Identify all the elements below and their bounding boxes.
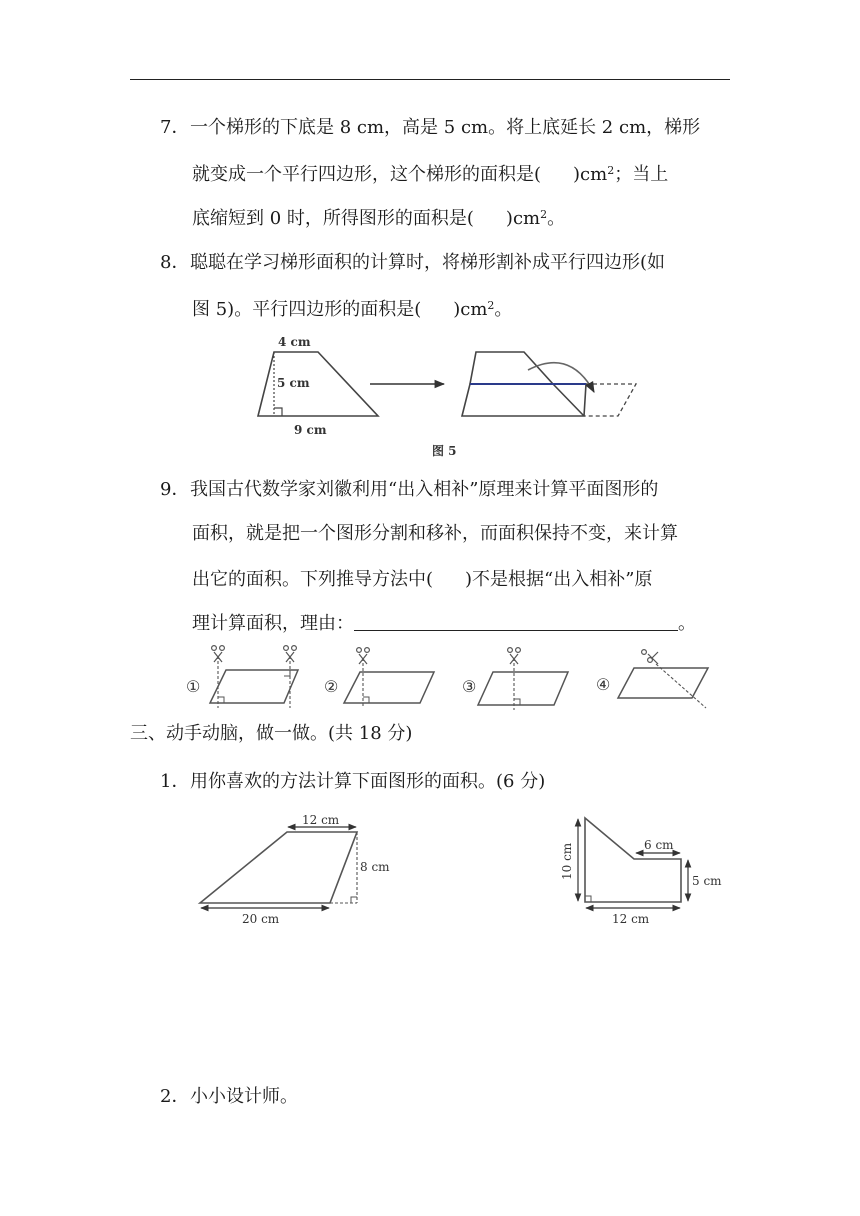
- s3-b-bottom-label: 12 cm: [612, 912, 650, 926]
- s3-b-left-label: 10 cm: [560, 842, 574, 880]
- s3-a-bottom-label: 20 cm: [242, 912, 280, 926]
- section-3-heading: 三、动手动脑，做一做。(共 18 分): [130, 723, 413, 744]
- s3-figure-b-composite: [585, 818, 681, 902]
- s3-q1-number: 1．: [160, 771, 190, 792]
- q9-option-4-figure: [618, 664, 708, 708]
- scissors-icon: [508, 648, 521, 664]
- fig5-top-label: 4 cm: [278, 335, 311, 349]
- fig5-bottom-label: 9 cm: [294, 423, 327, 437]
- q8-line-2: 图 5)。平行四边形的面积是( )$cm^2$。: [192, 299, 513, 320]
- q9-number: 9．: [160, 479, 190, 500]
- s3-a-top-label: 12 cm: [302, 813, 340, 827]
- q8-number: 8．: [160, 252, 190, 273]
- scissors-icon: [642, 650, 658, 664]
- q9-option-1-figure: [210, 656, 298, 708]
- q9-option-2-figure: [344, 658, 434, 708]
- s3-b-top-label: 6 cm: [644, 838, 674, 852]
- q9-option-4-label: ④: [596, 675, 611, 694]
- q8-line-1: 8．聪聪在学习梯形面积的计算时，将梯形割补成平行四边形(如: [160, 252, 666, 273]
- scissors-icon: [212, 646, 225, 662]
- q9-line-2: 面积，就是把一个图形分割和移补，而面积保持不变，来计算: [192, 523, 678, 544]
- q7-line-1: 7．一个梯形的下底是 8 cm，高是 5 cm。将上底延长 2 cm，梯形: [160, 117, 701, 138]
- s3-b-right-label: 5 cm: [692, 874, 722, 888]
- q9-option-3-label: ③: [462, 677, 477, 696]
- q9-line-1: 9．我国古代数学家刘徽利用“出入相补”原理来计算平面图形的: [160, 479, 659, 500]
- scissors-icon: [284, 646, 297, 662]
- q9-option-3-figure: [478, 658, 568, 710]
- s3-q1-line: 1．用你喜欢的方法计算下面图形的面积。(6 分): [160, 771, 546, 792]
- figure-5-parallelogram: [462, 352, 636, 416]
- fig5-height-label: 5 cm: [277, 376, 310, 390]
- figure-5-trapezoid: [258, 352, 378, 416]
- s3-q2-line: 2．小小设计师。: [160, 1086, 298, 1107]
- q7-line-2: 就变成一个平行四边形，这个梯形的面积是( )$cm^2$；当上: [192, 164, 669, 185]
- s3-q2-number: 2．: [160, 1086, 190, 1107]
- fig5-caption: 图 5: [432, 444, 457, 458]
- q9-option-2-label: ②: [324, 677, 339, 696]
- q9-line-3: 出它的面积。下列推导方法中( )不是根据“出入相补”原: [192, 569, 653, 590]
- q7-number: 7．: [160, 117, 190, 138]
- s3-figure-a-trapezoid: [200, 832, 357, 903]
- q9-option-1-label: ①: [186, 677, 201, 696]
- q7-line-3: 底缩短到 0 时，所得图形的面积是( )$cm^2$。: [192, 208, 566, 229]
- scissors-icon: [357, 648, 370, 664]
- s3-a-height-label: 8 cm: [360, 860, 390, 874]
- q9-line-4: 理计算面积，理由： 。: [192, 613, 696, 634]
